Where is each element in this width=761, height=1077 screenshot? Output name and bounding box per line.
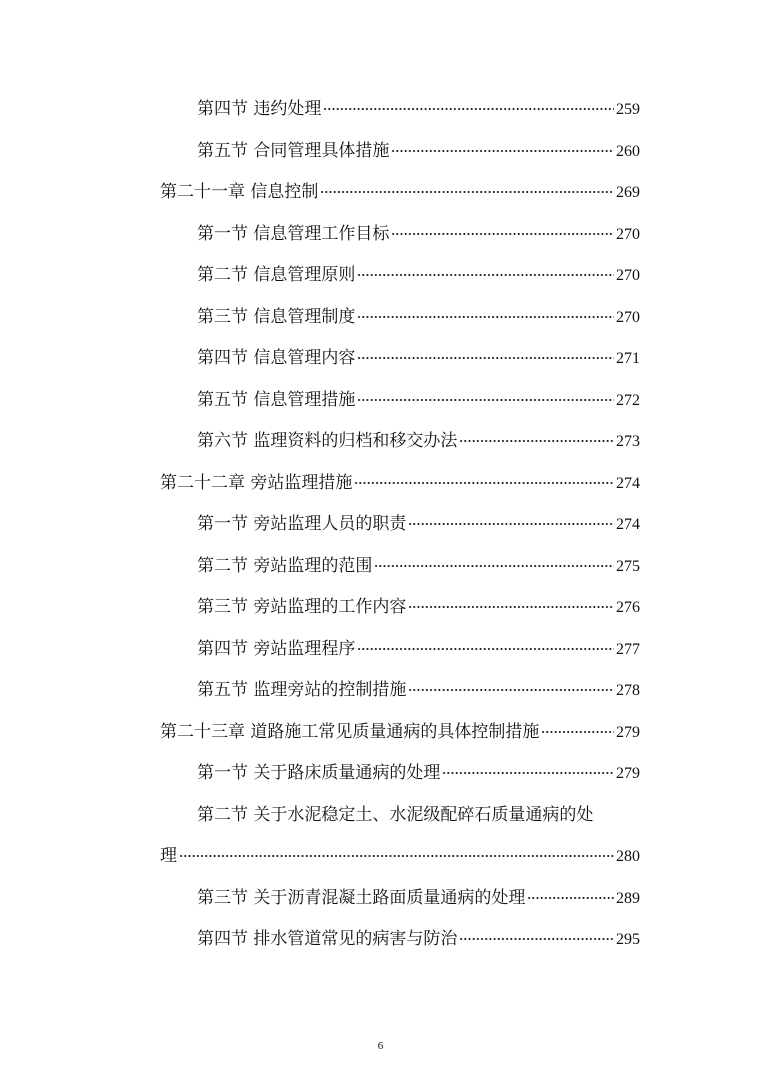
toc-entry-title: 第六节 监理资料的归档和移交办法 (197, 431, 458, 451)
toc-entry[interactable] (197, 762, 640, 784)
toc-entry[interactable] (197, 389, 640, 411)
toc-entry-title: 第二节 信息管理原则 (197, 265, 356, 285)
toc-entry[interactable] (197, 887, 640, 909)
toc-entry-title: 第五节 合同管理具体措施 (197, 141, 390, 161)
toc-entry-page: 276 (616, 599, 640, 616)
toc-entry-title: 第四节 信息管理内容 (197, 348, 356, 368)
toc-entry-page: 280 (616, 848, 640, 865)
dot-leader (541, 730, 614, 734)
toc-entry-title: 第四节 旁站监理程序 (197, 639, 356, 659)
dot-leader (357, 273, 614, 277)
toc-entry[interactable] (197, 306, 640, 328)
toc-entry-title: 理 (160, 846, 177, 866)
dot-leader (179, 854, 614, 858)
page-number: 6 (377, 1040, 384, 1052)
toc-entry-title: 第二十一章 信息控制 (160, 182, 319, 202)
toc-entry-page: 274 (616, 475, 640, 492)
dot-leader (408, 688, 614, 692)
toc-entry[interactable] (197, 430, 640, 452)
dot-leader (527, 896, 614, 900)
toc-entry-title: 第三节 信息管理制度 (197, 307, 356, 327)
toc-chapter-entry[interactable] (160, 181, 640, 203)
toc-entry-page: 274 (616, 516, 640, 533)
toc-entry-title: 第三节 关于沥青混凝土路面质量通病的处理 (197, 888, 526, 908)
toc-chapter-entry[interactable] (160, 472, 640, 494)
toc-entry[interactable] (197, 638, 640, 660)
dot-leader (408, 605, 614, 609)
dot-leader (442, 771, 614, 775)
dot-leader (357, 398, 614, 402)
toc-entry-title: 第四节 排水管道常见的病害与防治 (197, 929, 458, 949)
toc-entry[interactable] (197, 98, 640, 120)
dot-leader (320, 190, 614, 194)
dot-leader (357, 356, 614, 360)
toc-entry[interactable] (197, 679, 640, 701)
toc-entry-page: 270 (616, 309, 640, 326)
toc-entry-page: 259 (616, 101, 640, 118)
dot-leader (391, 232, 614, 236)
toc-entry-title: 第五节 监理旁站的控制措施 (197, 680, 407, 700)
toc-entry[interactable] (197, 928, 640, 950)
toc-entry-page: 270 (616, 226, 640, 243)
dot-leader (408, 522, 614, 526)
toc-entry-page: 279 (616, 765, 640, 782)
toc-entry[interactable] (197, 264, 640, 286)
dot-leader (391, 149, 614, 153)
toc-entry-page: 273 (616, 433, 640, 450)
dot-leader (354, 481, 614, 485)
dot-leader (459, 937, 614, 941)
toc-entry-title: 第一节 信息管理工作目标 (197, 224, 390, 244)
toc-entry[interactable] (197, 513, 640, 535)
toc-entry[interactable] (197, 347, 640, 369)
toc-entry-page: 278 (616, 682, 640, 699)
toc-entry-title: 第二节 旁站监理的范围 (197, 556, 373, 576)
toc-entry-title: 第一节 旁站监理人员的职责 (197, 514, 407, 534)
toc-entry-title: 第二十三章 道路施工常见质量通病的具体控制措施 (160, 722, 540, 742)
toc-entry-title: 第五节 信息管理措施 (197, 390, 356, 410)
toc-entry-page: 260 (616, 143, 640, 160)
toc-entry-title: 第四节 违约处理 (197, 99, 322, 119)
toc-entry-page: 269 (616, 184, 640, 201)
dot-leader (374, 564, 614, 568)
toc-entry-page: 270 (616, 267, 640, 284)
dot-leader (459, 439, 614, 443)
toc-entry-page: 277 (616, 641, 640, 658)
toc-wrapped-entry-line2[interactable] (160, 845, 640, 867)
toc-entry[interactable] (197, 596, 640, 618)
toc-entry-page: 289 (616, 890, 640, 907)
toc-entry[interactable] (197, 140, 640, 162)
toc-entry-page: 275 (616, 558, 640, 575)
toc-wrapped-entry-line1[interactable]: 第二节 关于水泥稳定土、水泥级配碎石质量通病的处 (197, 805, 594, 825)
dot-leader (357, 315, 614, 319)
toc-entry-title: 第二十二章 旁站监理措施 (160, 473, 353, 493)
toc-entry-page: 272 (616, 392, 640, 409)
toc-chapter-entry[interactable] (160, 721, 640, 743)
dot-leader (323, 107, 614, 111)
toc-entry-title: 第一节 关于路床质量通病的处理 (197, 763, 441, 783)
toc-entry-page: 295 (616, 931, 640, 948)
toc-entry[interactable] (197, 223, 640, 245)
toc-entry-page: 279 (616, 724, 640, 741)
toc-entry[interactable] (197, 555, 640, 577)
dot-leader (357, 647, 614, 651)
toc-entry-title: 第三节 旁站监理的工作内容 (197, 597, 407, 617)
toc-entry-page: 271 (616, 350, 640, 367)
